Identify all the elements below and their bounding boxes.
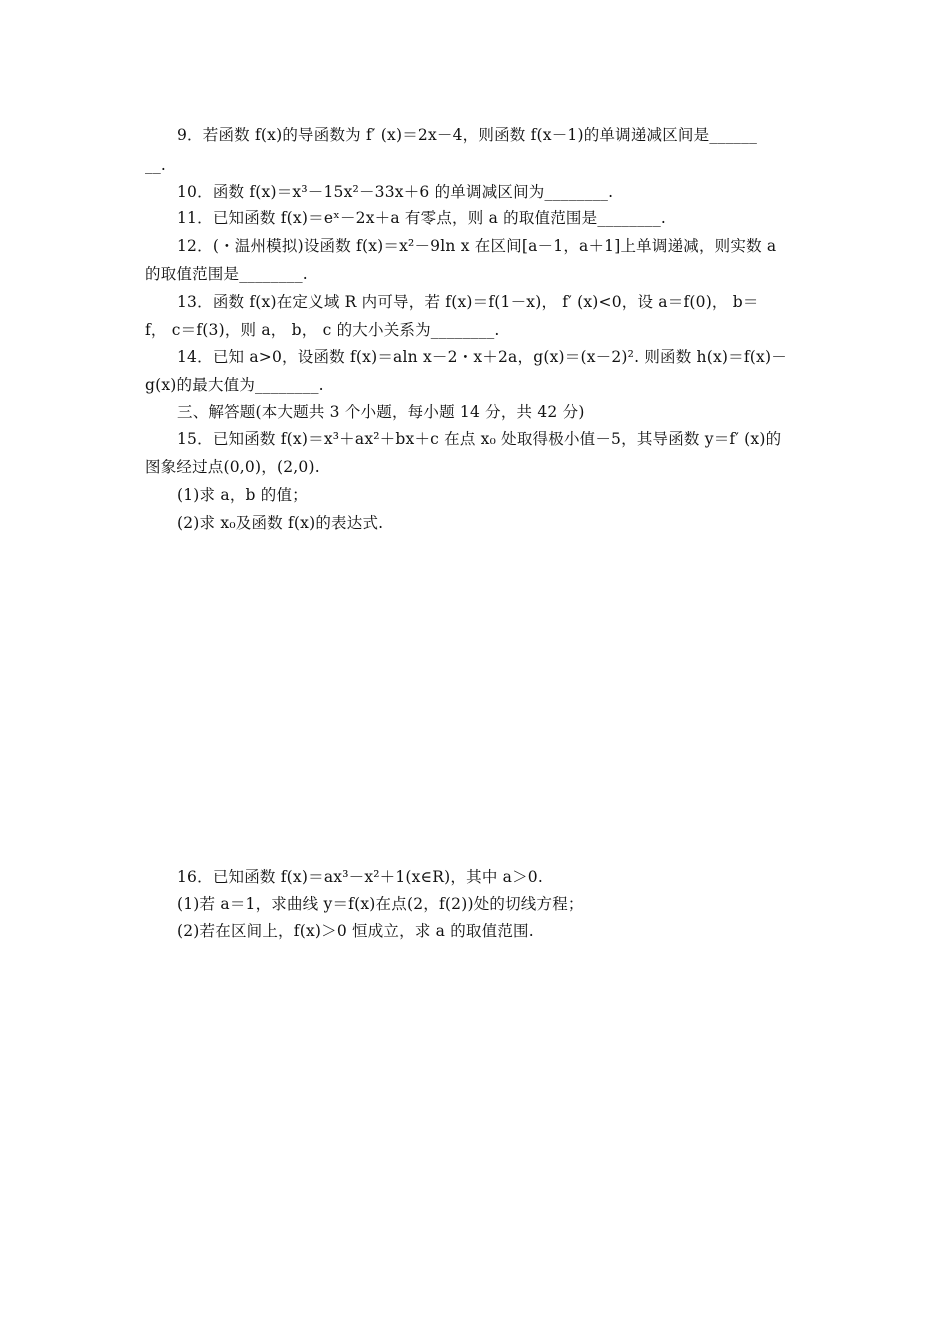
- question-16-part-2: (2)若在区间上，f(x)＞0 恒成立，求 a 的取值范围.: [177, 922, 534, 940]
- question-15-part-1: (1)求 a，b 的值；: [177, 486, 308, 504]
- question-11: 11．已知函数 f(x)＝eˣ－2x＋a 有零点，则 a 的取值范围是________.: [177, 209, 667, 227]
- question-13-line-2: f， c＝f(3)，则 a， b， c 的大小关系为________.: [145, 321, 500, 339]
- question-12-line-2: 的取值范围是________.: [145, 265, 308, 283]
- question-14-line-2: g(x)的最大值为________.: [145, 376, 324, 394]
- question-16-part-1: (1)若 a＝1，求曲线 y＝f(x)在点(2，f(2))处的切线方程；: [177, 895, 584, 913]
- question-15-part-2: (2)求 x₀及函数 f(x)的表达式.: [177, 514, 384, 532]
- question-15-line-1: 15．已知函数 f(x)＝x³＋ax²＋bx＋c 在点 x₀ 处取得极小值－5，其导函数 y＝f′ (x)的: [177, 430, 782, 448]
- question-14-line-1: 14．已知 a>0，设函数 f(x)＝aln x－2・x＋2a，g(x)＝(x－2)². 则函数 h(x)＝f(x)－: [177, 348, 787, 366]
- question-16-line-1: 16．已知函数 f(x)＝ax³－x²＋1(x∈R)，其中 a＞0.: [177, 868, 543, 886]
- question-10: 10．函数 f(x)＝x³－15x²－33x＋6 的单调减区间为________.: [177, 183, 614, 201]
- question-12-line-1: 12．(・温州模拟)设函数 f(x)＝x²－9ln x 在区间[a－1，a＋1]上单调递减，则实数 a: [177, 237, 777, 255]
- question-9-line-1: 9．若函数 f(x)的导函数为 f′ (x)＝2x－4，则函数 f(x－1)的单调递减区间是______: [177, 126, 758, 144]
- question-13-line-1: 13．函数 f(x)在定义域 R 内可导，若 f(x)＝f(1－x)， f′ (x)<0，设 a＝f(0)， b＝: [177, 293, 759, 311]
- question-15-line-2: 图象经过点(0,0)，(2,0).: [145, 458, 320, 476]
- question-9-line-2: __.: [145, 156, 167, 174]
- section-3-heading: 三、解答题(本大题共 3 个小题，每小题 14 分，共 42 分): [177, 403, 585, 421]
